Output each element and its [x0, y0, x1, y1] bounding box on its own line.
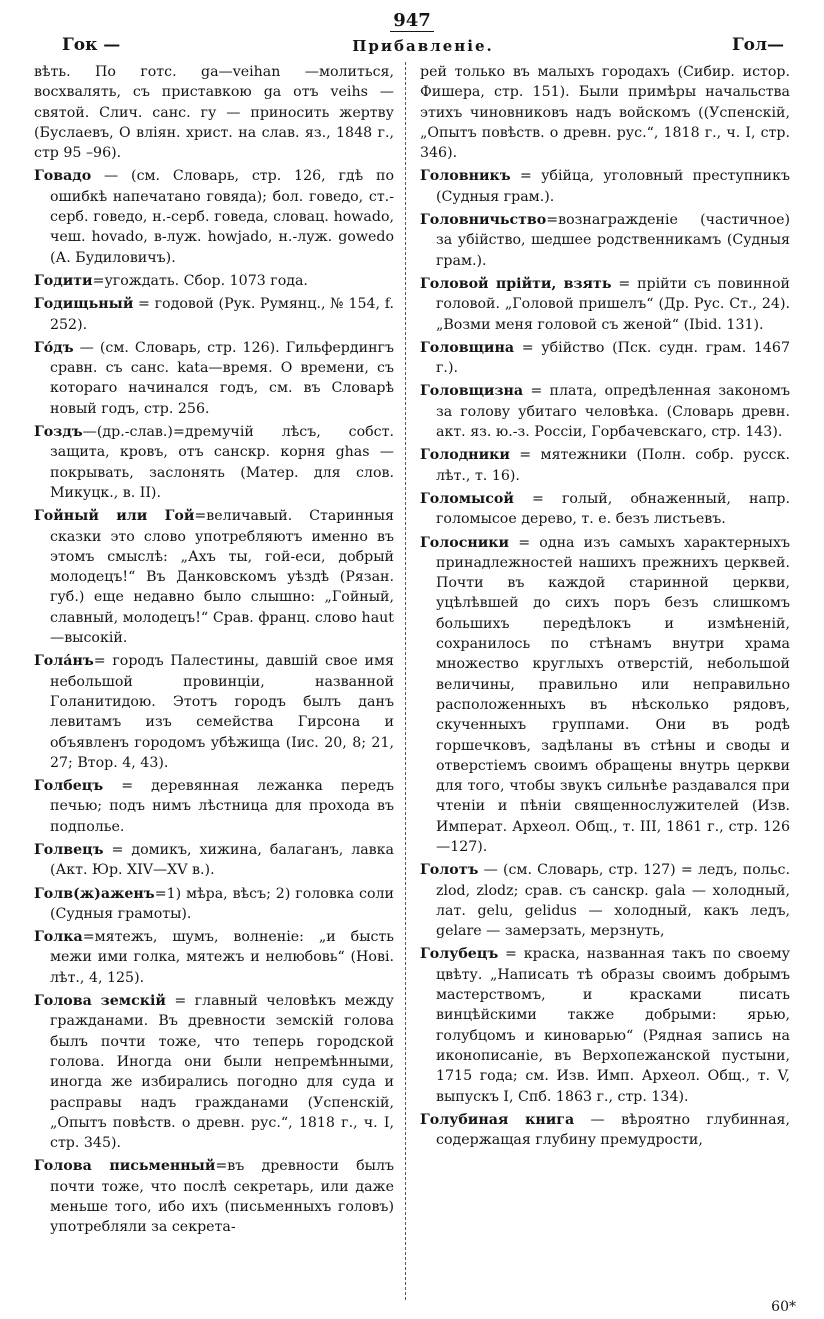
dictionary-entry: Голосники = одна изъ самыхъ характерныхъ принадлежностей нашихъ прежнихъ церквей. Почти въ каждой старинной церкви, уцѣлѣвшей до сихъ поръ безъ слишкомъ большихъ передѣлокъ и измѣненій, сохранилось по стѣнамъ внутри храма множество круглыхъ отверстій, небольшой величины, правильно или неправильно расположенныхъ въ нѣсколько рядовъ, скученныхъ группами. Они въ родѣ горшечковъ, задѣланы въ стѣны и своды и отверстіемъ своимъ обращены внутрь церкви для того, чтобы звукъ сильнѣе раздавался при чтеніи и пѣніи священнослужителей (Изв. Императ. Археол. Общ., т. III, 1861 г., стр. 126—127). [420, 534, 790, 855]
dictionary-entry: рей только въ малыхъ городахъ (Сибир. истор. Фишера, стр. 151). Были примѣры начальства этихъ чиновниковъ надъ войскомъ ((Успенскій, „Опытъ повѣств. о древн. рус.“, 1818 г., ч. I, стр. 346). [420, 64, 790, 162]
dictionary-entry: Голова письменный=въ древности былъ почти тоже, что послѣ секретарь, или даже меньше того, ибо ихъ (письменныхъ головъ) употребляли за секрета- [34, 1158, 394, 1236]
dictionary-entry: Гола́нъ= городъ Палестины, давшій свое имя небольшой провинціи, названной Голанитидою. Этотъ городъ былъ данъ левитамъ изъ семейства Гирсона и объявленъ городомъ убѣжища (Іис. 20, 8; 21, 27; Втор. 4, 43). [34, 653, 394, 771]
dictionary-entry: Гоздъ—(др.-слав.)=дремучій лѣсъ, собст. защита, кровъ, отъ санскр. корня ghas — покрывать, заслонять (Матер. для слов. Микуцк., в. II). [34, 424, 394, 501]
right-column [420, 62, 790, 1300]
left-column [34, 62, 394, 1300]
dictionary-entry: Гойный или Гой=величавый. Старинныя сказки это слово употребляютъ именно въ этомъ смыслѣ: „Ахъ ты, гой-еси, добрый молодецъ!“ Въ Данковскомъ уѣздѣ (Рязан. губ.) еще недавно было слышно: „Гойный, славный, молодецъ!“ Срав. франц. слово haut—высокій. [34, 508, 394, 647]
dictionary-entry: Голв(ж)аженъ=1) мѣра, вѣсъ; 2) головка соли (Судныя грамоты). [34, 885, 394, 922]
dictionary-entry: Голотъ — (см. Словарь, стр. 127) = ледъ, польс. zlod, zlodz; срав. съ санскр. gala — холодный, лат. gelu, gelidus — холодный, какъ ледъ, gelare — замерзать, мерзнуть, [420, 862, 790, 940]
dictionary-entry: Головщина = убійство (Пск. судн. грам. 1467 г.). [420, 339, 790, 377]
dictionary-entry: Годищьный = годовой (Рук. Румянц., № 154, f. 252). [34, 296, 394, 333]
dictionary-entry: Голова земскій = главный человѣкъ между гражданами. Въ древности земскій голова былъ почти тоже, что теперь городской голова. Иногда они были непремѣнными, иногда же избирались погодно для суда и расправы надъ гражданами (Успенскій, „Опытъ повѣств. о древн. рус.“, 1818 г., ч. I, стр. 345). [34, 993, 394, 1152]
dictionary-entry: Голбецъ = деревянная лежанка передъ печью; подъ нимъ лѣстница для прохода въ подполье. [34, 778, 394, 835]
dictionary-entry: Голубецъ = краска, названная такъ по своему цвѣту. „Написать тѣ образы своимъ добрымъ мастерствомъ, и красками писать винцѣйскими также добрыми: ярью, голубцомъ и киноварью“ (Рядная запись на иконописаніе, въ Верхопежанской пустыни, 1715 года; см. Изв. Имп. Археол. Общ., т. V, выпускъ I, Спб. 1863 г., стр. 134). [420, 946, 790, 1105]
dictionary-entry: Голомысой = голый, обнаженный, напр. голомысое дерево, т. е. безъ листьевъ. [420, 490, 790, 528]
dictionary-entry: Головщизна = плата, опредѣленная закономъ за голову убитаго человѣка. (Словарь древн. акт. яз. ю.-з. Россіи, Горбачевскаго, стр. 143). [420, 383, 790, 441]
dictionary-entry: Годити=угождать. Сбор. 1073 года. [34, 272, 308, 289]
running-header [62, 35, 784, 59]
dictionary-entry: вѣть. По готс. ga—veihan —молиться, восхвалять, съ приставкою ga отъ veihs — святой. Слич. санс. гу — приносить жертву (Буслаевъ, О вліян. христ. на слав. яз., 1848 г., стр 95 –96). [34, 64, 394, 162]
signature-mark: 60* [771, 1299, 796, 1315]
dictionary-entry: Головничьство=вознагражденіе (частичное) за убійство, шедшее родственникамъ (Судныя грам.). [420, 212, 790, 269]
column-divider [405, 62, 406, 1300]
page-number: 947 [0, 12, 824, 30]
dictionary-entry: Головникъ = убійца, уголовный преступникъ (Судныя грам.). [420, 168, 790, 205]
header-right-guideword: Гол— [731, 35, 784, 55]
dictionary-entry: Головой прійти, взять = прійти съ повинной головой. „Головой пришелъ“ (Др. Рус. Ст., 24). „Возми меня головой съ женой“ (Ibid. 131). [420, 275, 790, 333]
dictionary-entry: Говадо — (см. Словарь, стр. 126, гдѣ по ошибкѣ напечатано говяда); бол. говедо, ст.-серб. говедо, н.-серб. говеда, словац. howado, чеш. hovado, в-луж. howjado, н.-луж. gowedo (А. Будиловичъ). [34, 168, 394, 266]
dictionary-entry: Голка=мятежъ, шумъ, волненіе: „и бысть межи ими голка, мятежъ и нелюбовь“ (Нові. лѣт., 4, 125). [34, 929, 394, 986]
dictionary-entry: Голубиная книга — вѣроятно глубинная, содержащая глубину премудрости, [420, 1111, 790, 1149]
header-left-guideword: Гок — [62, 35, 121, 55]
header-section-title: Прибавленіе. [352, 37, 494, 55]
dictionary-entry: Голодники = мятежники (Полн. собр. русск. лѣт., т. 16). [420, 447, 790, 484]
dictionary-entry: Го́дъ — (см. Словарь, стр. 126). Гильфердингъ сравн. съ санс. kata—время. О времени, съ котораго начинался годъ, см. въ Словарѣ новый годъ, стр. 256. [34, 339, 394, 417]
dictionary-entry: Голвецъ = домикъ, хижина, балаганъ, лавка (Акт. Юр. XIV—XV в.). [34, 841, 394, 879]
